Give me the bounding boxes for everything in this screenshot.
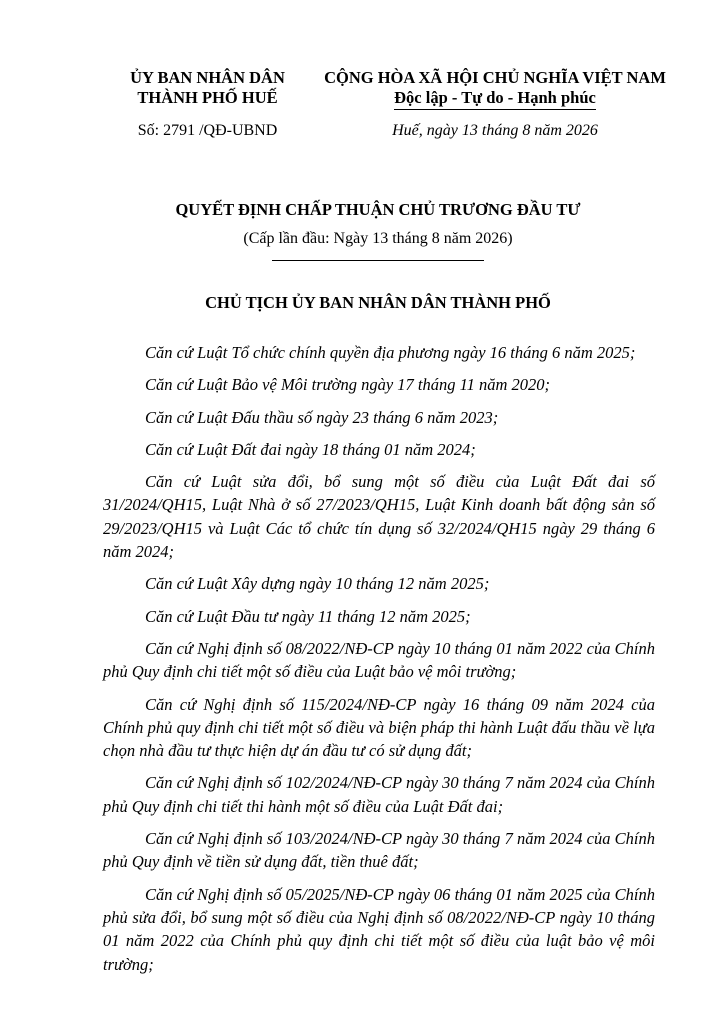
legal-basis-paragraph: Căn cứ Nghị định số 08/2022/NĐ-CP ngày 10 tháng 01 năm 2022 của Chính phủ Quy định chi tiết một số điều của Luật bảo vệ môi trường; [103, 638, 655, 682]
place-and-date: Huế, ngày 13 tháng 8 năm 2026 [392, 122, 598, 139]
legal-basis-paragraph: Căn cứ Nghị định số 05/2025/NĐ-CP ngày 06 tháng 01 năm 2025 của Chính phủ sửa đổi, bổ sung một số điều của Nghị định số 08/2022/NĐ-CP ngày 10 tháng 01 năm 2022 của Chính phủ quy định chi tiết một số điều của luật bảo vệ môi trường; [103, 884, 655, 974]
agency-line-2: THÀNH PHỐ HUẾ [137, 88, 278, 107]
legal-basis-paragraph: Căn cứ Luật Tổ chức chính quyền địa phương ngày 16 tháng 6 năm 2025; [145, 343, 636, 362]
issuing-authority: CHỦ TỊCH ỦY BAN NHÂN DÂN THÀNH PHỐ [205, 293, 551, 312]
nation-name: CỘNG HÒA XÃ HỘI CHỦ NGHĨA VIỆT NAM [324, 68, 666, 87]
legal-basis-paragraph: Căn cứ Luật Đất đai ngày 18 tháng 01 năm 2024; [145, 439, 476, 459]
document-subtitle: (Cấp lần đầu: Ngày 13 tháng 8 năm 2026) [243, 230, 513, 247]
document-title: QUYẾT ĐỊNH CHẤP THUẬN CHỦ TRƯƠNG ĐẦU TƯ [175, 200, 581, 219]
title-divider [272, 260, 484, 261]
legal-basis-paragraph: Căn cứ Luật Xây dựng ngày 10 tháng 12 năm 2025; [145, 574, 490, 594]
document-number: Số: 2791 /QĐ-UBND [137, 122, 278, 139]
legal-basis-paragraph: Căn cứ Luật Đấu thầu số ngày 23 tháng 6 năm 2023; [145, 407, 499, 427]
legal-basis-paragraph: Căn cứ Nghị định số 103/2024/NĐ-CP ngày 30 tháng 7 năm 2024 của Chính phủ Quy định về tiền sử dụng đất, tiền thuê đất; [103, 829, 655, 872]
legal-basis-paragraph: Căn cứ Nghị định số 115/2024/NĐ-CP ngày 16 tháng 09 năm 2024 của Chính phủ quy định chi tiết một số điều và biện pháp thi hành Luật đấu thầu về lựa chọn nhà đầu tư thực hiện dự án đầu tư có sử dụng đất; [103, 694, 655, 761]
national-motto: Độc lập - Tự do - Hạnh phúc [394, 88, 596, 110]
legal-basis-section [103, 341, 655, 985]
national-header [305, 68, 685, 110]
legal-basis-paragraph: Căn cứ Luật Bảo vệ Môi trường ngày 17 tháng 11 năm 2020; [145, 375, 551, 395]
legal-basis-paragraph: Căn cứ Luật Đầu tư ngày 11 tháng 12 năm 2025; [145, 606, 471, 626]
legal-basis-paragraph: Căn cứ Luật sửa đổi, bổ sung một số điều của Luật Đất đai số 31/2024/QH15, Luật Nhà ở số 27/2023/QH15, Luật Kinh doanh bất động sản số 29/2023/QH15 và Luật Các tổ chức tín dụng số 32/2024/QH15 ngày 29 tháng 6 năm 2024; [103, 472, 655, 562]
agency-line-1: ỦY BAN NHÂN DÂN [130, 68, 285, 87]
issuing-agency [100, 68, 315, 108]
legal-basis-paragraph: Căn cứ Nghị định số 102/2024/NĐ-CP ngày 30 tháng 7 năm 2024 của Chính phủ Quy định chi tiết thi hành một số điều của Luật Đất đai; [103, 773, 655, 816]
